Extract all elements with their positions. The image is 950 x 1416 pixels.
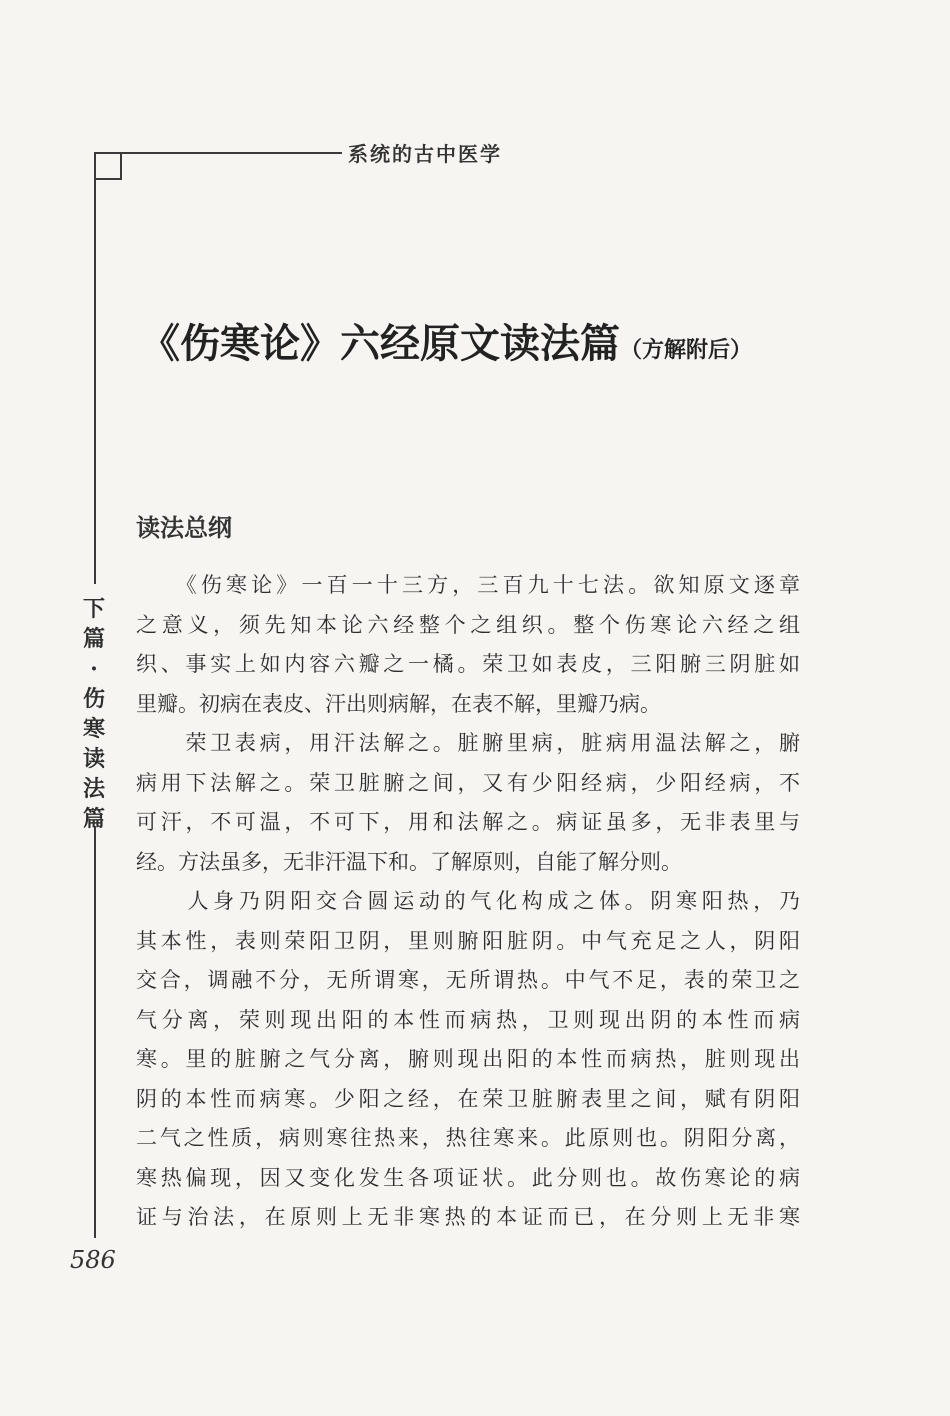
side-label-char: ·: [90, 656, 98, 682]
side-label-char: 篇: [82, 806, 105, 832]
side-label-char: 下: [82, 596, 105, 622]
text-line: 经。方法虽多，无非汗温下和。了解原则，自能了解分则。: [136, 849, 682, 874]
body-text: [136, 566, 800, 1238]
chapter-title-subtitle: （方解附后）: [620, 337, 753, 363]
text-line: 其本性，表则荣阳卫阴，里则腑阳脏阴。中气充足之人，阴阳: [136, 928, 800, 953]
text-line: 可汗，不可温，不可下，用和法解之。病证虽多，无非表里与: [136, 810, 800, 834]
side-label-char: 读: [82, 746, 105, 772]
side-label-char: 寒: [82, 716, 105, 742]
side-section-label: [78, 594, 110, 834]
section-heading: 读法总纲: [136, 514, 232, 542]
side-label-char: 法: [82, 776, 105, 802]
text-line: 织、事实上如内容六瓣之一橘。荣卫如表皮，三阳腑三阴脏如: [136, 652, 800, 676]
text-line: 人身乃阴阳交合圆运动的气化构成之体。阴寒阳热，乃: [136, 889, 800, 913]
book-title: 系统的古中医学: [348, 142, 502, 166]
chapter-title-main: 《伤寒论》六经原文读法篇: [140, 320, 620, 367]
text-line: 证与治法，在原则上无非寒热的本证而已，在分则上无非寒: [136, 1205, 800, 1229]
text-line: 交合，调融不分，无所谓寒，无所谓热。中气不足，表的荣卫之: [136, 968, 800, 992]
chapter-title: [140, 312, 860, 369]
text-line: 寒。里的脏腑之气分离，腑则现出阳的本性而病热，脏则现出: [136, 1047, 800, 1071]
text-line: 《伤寒论》一百一十三方，三百九十七法。欲知原文逐章: [136, 573, 800, 597]
side-label-char: 伤: [82, 686, 105, 712]
text-line: 二气之性质，病则寒往热来，热往寒来。此原则也。阴阳分离，: [136, 1126, 800, 1150]
margin-rule-bottom: [94, 826, 96, 1238]
header-corner-mark: [96, 152, 122, 180]
page-number: 586: [70, 1246, 116, 1274]
text-line: 阴的本性而病寒。少阳之经，在荣卫脏腑表里之间，赋有阴阳: [136, 1086, 800, 1111]
text-line: 气分离，荣则现出阳的本性而病热，卫则现出阴的本性而病: [136, 1007, 800, 1032]
margin-rule-top: [94, 152, 96, 584]
text-line: 之意义，须先知本论六经整个之组织。整个伤寒论六经之组: [136, 612, 800, 637]
text-line: 寒热偏现，因又变化发生各项证状。此分则也。故伤寒论的病: [136, 1165, 800, 1190]
side-label-char: 篇: [82, 626, 105, 652]
text-line: 里瓣。初病在表皮、汗出则病解，在表不解，里瓣乃病。: [136, 691, 661, 716]
text-line: 荣卫表病，用汗法解之。脏腑里病，脏病用温法解之，腑: [136, 731, 800, 755]
text-line: 病用下法解之。荣卫脏腑之间，又有少阳经病，少阳经病，不: [136, 770, 800, 795]
header-rule: [96, 152, 342, 154]
